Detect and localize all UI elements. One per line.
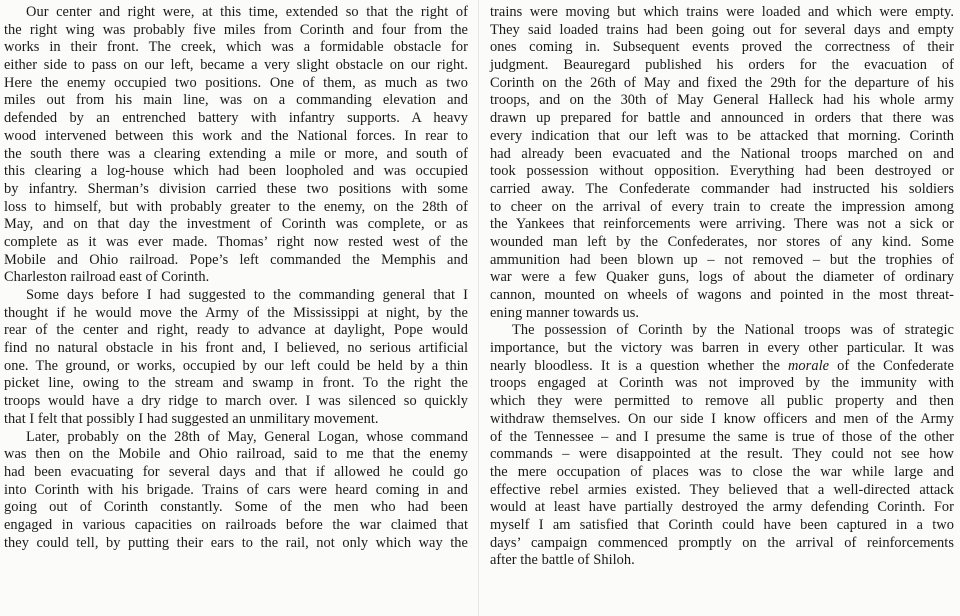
text-line: importance, but the victory was barren in every other particular. It was	[490, 340, 954, 357]
text-line: judgment. Beauregard published his orders for the evacuation of	[490, 57, 954, 74]
text-line: trains were moving but which trains were loaded and which were empty.	[490, 4, 954, 20]
text-line: the mere occupation of places was to close the war while large and	[490, 463, 954, 480]
text-line: into Corinth with his brigade. Trains of cars were heard coming in and	[4, 481, 468, 498]
text-line: days’ campaign commenced promptly on the arrival of reinforcements	[490, 534, 954, 551]
emphasized-word: morale	[787, 357, 830, 374]
text-line: that I felt that possibly I had suggested an unmilitary movement.	[4, 410, 379, 427]
text-line: ening manner towards us.	[490, 304, 640, 321]
text-line: cannon, mounted on wheels of wagons and pointed in the most threat-	[490, 287, 954, 303]
text-line: rear of the center and right, ready to advance at daylight, Pope would	[4, 322, 468, 339]
text-line: had already been evacuated and the National troops marched on and	[490, 145, 954, 162]
text-line: drawn up prepared for battle and announced in orders that there was	[490, 110, 954, 127]
text-line: Some days before I had suggested to the commanding general that I	[26, 287, 468, 303]
text-line: the right wing was probably five miles from Corinth and four from the	[4, 21, 468, 38]
text-line: troops, and on the 30th of May General Halleck had his whole army	[490, 92, 954, 109]
text-line: going out of Corinth constantly. Some of the men who had been	[4, 499, 468, 516]
text-line: this clearing a log-house which had been loopholed and was occupied	[4, 163, 468, 180]
text-line: nearly bloodless. It is a question whether the morale of the Confederate	[490, 357, 954, 374]
text-line: took possession without opposition. Everything had been destroyed or	[490, 163, 954, 180]
text-line: complete as it was ever made. Thomas’ right now rested west of the	[4, 233, 468, 250]
text-line: picket line, owing to the stream and swamp in front. To the right the	[4, 375, 468, 392]
text-line: loss to himself, but with probably greater to the enemy, on the 28th of	[4, 198, 468, 215]
text-line: engaged in various capacities on railroads before the war claimed that	[4, 516, 468, 533]
text-line: commands – were disappointed at the result. They could not see how	[490, 446, 954, 463]
text-line: defended by an entrenched battery with infantry supports. A heavy	[4, 110, 468, 127]
text-line: wood intervened between this work and the National forces. In rear to	[4, 127, 468, 144]
text-line: the Yankees that reinforcements were arriving. There was not a sick or	[490, 216, 954, 233]
text-line: troops engaged at Corinth was not improved by the immunity with	[490, 375, 954, 392]
text-line: miles out from his main line, was on a commanding elevation and	[4, 92, 468, 109]
right-text-column	[490, 4, 954, 570]
text-line: withdraw themselves. On our side I know officers and men of the Army	[490, 410, 954, 427]
text-line: Here the enemy occupied two positions. One of them, as much as two	[4, 74, 468, 91]
text-line: May, and on that day the investment of Corinth was complete, or as	[4, 216, 468, 233]
text-line: they could tell, by putting their ears to the rail, not only which way the	[4, 534, 468, 551]
text-line: myself I am satisfied that Corinth could have been captured in a two	[490, 516, 954, 533]
text-line: Our center and right were, at this time, extended so that the right of	[26, 4, 468, 20]
text-line: to cheer on the arrival of every train to create the impression among	[490, 198, 954, 215]
text-line: effective rebel armies existed. They believed that a well-directed attack	[490, 481, 954, 498]
text-line: carried away. The Confederate commander had instructed his soldiers	[490, 180, 954, 197]
text-line: works in their front. The creek, which was a formidable obstacle for	[4, 39, 468, 56]
text-line: would at least have partially destroyed the army defending Corinth. For	[490, 499, 954, 516]
text-line: Charleston railroad east of Corinth.	[4, 269, 210, 286]
text-line: thought if he would move the Army of the Mississippi at night, by the	[4, 304, 468, 321]
text-line: one. The ground, or works, occupied by our left could be held by a thin	[4, 357, 468, 374]
text-line: the south there was a clearing extending a mile or more, and south of	[4, 145, 468, 162]
text-line: Mobile and Ohio railroad. Pope’s left commanded the Memphis and	[4, 251, 468, 268]
text-line: They said loaded trains had been going out for several days and empty	[490, 21, 954, 38]
text-line: Corinth on the 26th of May and fixed the 29th for the departure of his	[490, 74, 954, 91]
text-line: ones coming in. Subsequent events proved the correctness of their	[490, 39, 954, 56]
text-line: wounded man left by the Confederates, nor stores of any kind. Some	[490, 233, 954, 250]
text-line: by infantry. Sherman’s division carried these two positions with some	[4, 180, 468, 197]
column-gutter	[478, 0, 479, 616]
text-line: which they were permitted to remove all public property and then	[490, 393, 954, 410]
text-line: either side to pass on our left, became a very slight obstacle on our right.	[4, 57, 468, 74]
text-line: ammunition had been blown up – not removed – but the trophies of	[490, 251, 954, 268]
left-text-column	[4, 4, 468, 552]
text-line: was then on the Mobile and Ohio railroad, said to me that the enemy	[4, 446, 468, 463]
text-line: had been evacuating for several days and that if allowed he could go	[4, 463, 468, 480]
text-line: The possession of Corinth by the National troops was of strategic	[512, 322, 954, 339]
text-line: war were a few Quaker guns, logs of about the diameter of ordinary	[490, 269, 954, 286]
text-line: find no natural obstacle in his front and, I believed, no serious artificial	[4, 340, 468, 357]
text-line: Later, probably on the 28th of May, General Logan, whose command	[26, 428, 468, 445]
text-line: after the battle of Shiloh.	[490, 552, 635, 569]
text-line: troops would have a dry ridge to march over. I was silenced so quickly	[4, 393, 468, 410]
text-line: of the Tennessee – and I presume the same is true of those of the other	[490, 428, 954, 445]
text-line: every indication that our left was to be attacked that morning. Corinth	[490, 127, 954, 144]
